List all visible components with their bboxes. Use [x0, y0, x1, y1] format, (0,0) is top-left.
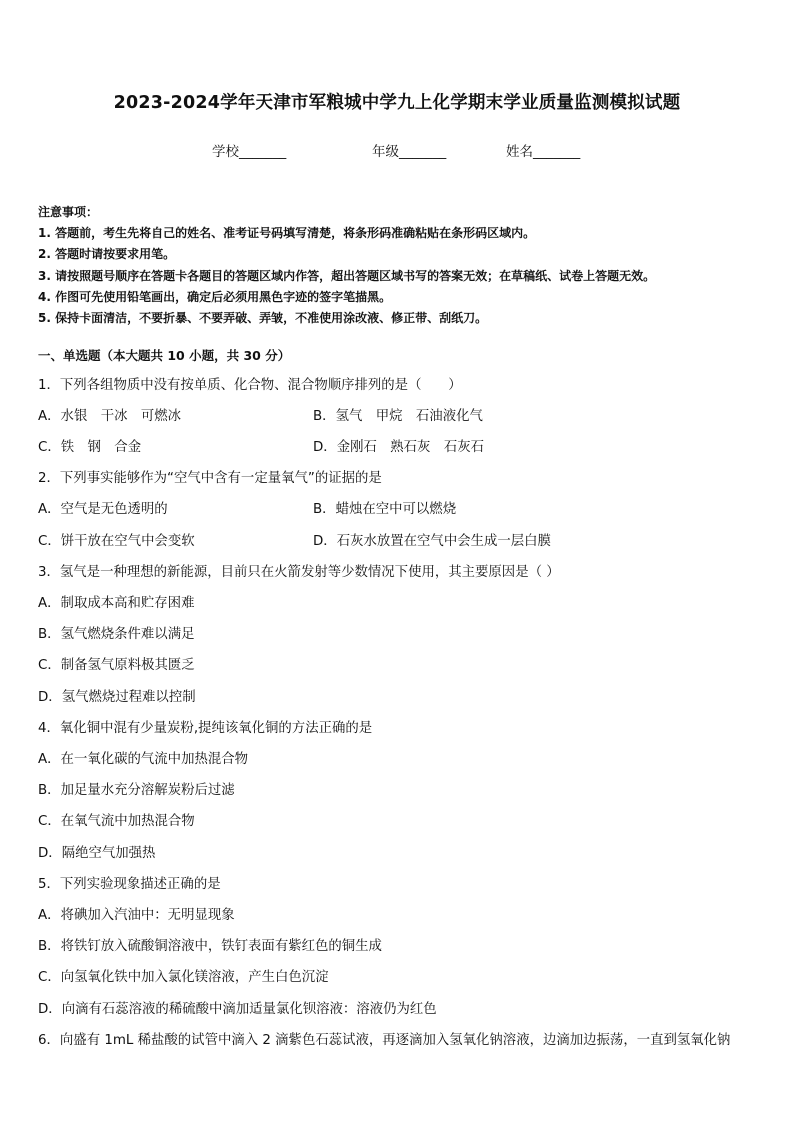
school-field[interactable]: 学校_______: [212, 144, 287, 160]
answer-option[interactable]: A．将碘加入汽油中：无明显现象: [38, 908, 235, 923]
notice-item: 5. 保持卡面清洁，不要折暴、不要弄破、弄皱，不准使用涂改液、修正带、刮纸刀。: [38, 310, 488, 325]
answer-option[interactable]: B．氢气 甲烷 石油液化气: [313, 409, 483, 424]
answer-option[interactable]: A．水银 干冰 可燃冰: [38, 409, 182, 424]
answer-option[interactable]: C．饼干放在空气中会变软: [38, 534, 195, 549]
notice-heading: 注意事项：: [38, 205, 99, 219]
answer-option[interactable]: C．在氧气流中加热混合物: [38, 814, 195, 829]
answer-option[interactable]: D．隔绝空气加强热: [38, 846, 156, 861]
question-stem: 3．氢气是一种理想的新能源，目前只在火箭发射等少数情况下使用，其主要原因是（ ）: [38, 565, 560, 580]
answer-option[interactable]: B．蜡烛在空中可以燃烧: [313, 502, 457, 517]
answer-option[interactable]: C．制备氢气原料极其匮乏: [38, 658, 195, 673]
notice-block: [38, 202, 655, 329]
page-title: 2023-2024学年天津市军粮城中学九上化学期末学业质量监测模拟试题: [113, 93, 681, 113]
answer-option[interactable]: D．向滴有石蕊溶液的稀硫酸中滴加适量氯化钡溶液：溶液仍为红色: [38, 1002, 437, 1017]
question-stem: 1．下列各组物质中没有按单质、化合物、混合物顺序排列的是（ ）: [38, 378, 462, 393]
notice-item: 2. 答题时请按要求用笔。: [38, 247, 176, 262]
answer-option[interactable]: A．空气是无色透明的: [38, 502, 168, 517]
answer-option[interactable]: D．石灰水放置在空气中会生成一层白膜: [313, 534, 551, 549]
question-stem: 5．下列实验现象描述正确的是: [38, 877, 221, 892]
section-title: 一、单选题（本大题共 10 小题，共 30 分）: [38, 348, 291, 363]
question-stem: 4．氧化铜中混有少量炭粉,提纯该氧化铜的方法正确的是: [38, 721, 373, 736]
answer-option[interactable]: D．金刚石 熟石灰 石灰石: [313, 440, 484, 455]
notice-item: 4. 作图可先使用铅笔画出，确定后必须用黑色字迹的签字笔描黑。: [38, 289, 392, 304]
grade-field[interactable]: 年级_______: [372, 144, 447, 160]
question-stem: 6．向盛有 1mL 稀盐酸的试管中滴入 2 滴紫色石蕊试液，再逐滴加入氢氧化钠溶液，边滴加边振荡，一直到氢氧化钠: [38, 1033, 731, 1048]
answer-option[interactable]: B．将铁钉放入硫酸铜溶液中，铁钉表面有紫红色的铜生成: [38, 939, 382, 954]
answer-option[interactable]: B．加足量水充分溶解炭粉后过滤: [38, 783, 235, 798]
answer-option[interactable]: A．制取成本高和贮存困难: [38, 596, 195, 611]
name-field[interactable]: 姓名_______: [506, 144, 581, 160]
answer-option[interactable]: A．在一氧化碳的气流中加热混合物: [38, 752, 249, 767]
answer-option[interactable]: C．铁 钢 合金: [38, 440, 142, 455]
answer-option[interactable]: C．向氢氧化铁中加入氯化镁溶液，产生白色沉淀: [38, 970, 329, 985]
question-stem: 2．下列事实能够作为“空气中含有一定量氧气”的证据的是: [38, 471, 382, 486]
notice-item: 3. 请按照题号顺序在答题卡各题目的答题区域内作答，超出答题区域书写的答案无效；在草稿纸、试卷上答题无效。: [38, 268, 656, 283]
answer-option[interactable]: B．氢气燃烧条件难以满足: [38, 627, 195, 642]
notice-item: 1. 答题前，考生先将自己的姓名、准考证号码填写清楚，将条形码准确粘贴在条形码区域内。: [38, 226, 536, 241]
answer-option[interactable]: D．氢气燃烧过程难以控制: [38, 690, 196, 705]
